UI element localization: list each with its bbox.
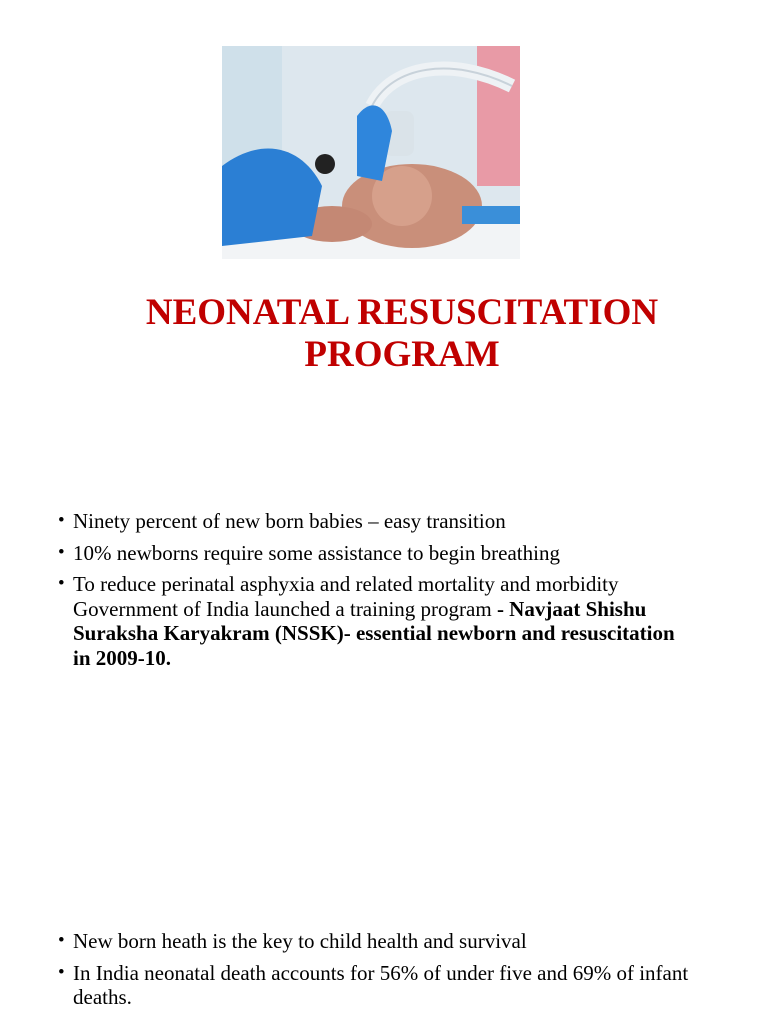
title-line-2: PROGRAM (304, 334, 500, 375)
bullet-text: To reduce perinatal asphyxia and related mortality and morbidity Government of India launched a training program (73, 572, 619, 621)
bullet-list-1 (56, 509, 696, 677)
list-item (56, 572, 696, 670)
bullet-bold-text: - Navjaat Shishu Suraksha Karyakram (NSSK)- essential newborn and resuscitation in 2009-10. (73, 596, 675, 670)
bullet-list-2 (56, 929, 696, 1017)
slide-title (60, 292, 744, 376)
list-item: • 10% newborns require some assistance to begin breathing (56, 541, 696, 566)
list-item: • Ninety percent of new born babies – easy transition (56, 509, 696, 534)
list-item: • New born heath is the key to child health and survival (56, 929, 696, 954)
list-item: • In India neonatal death accounts for 56% of under five and 69% of infant deaths. (56, 961, 696, 1010)
neonatal-resuscitation-photo (222, 46, 520, 259)
title-line-1: NEONATAL RESUSCITATION (145, 292, 659, 333)
